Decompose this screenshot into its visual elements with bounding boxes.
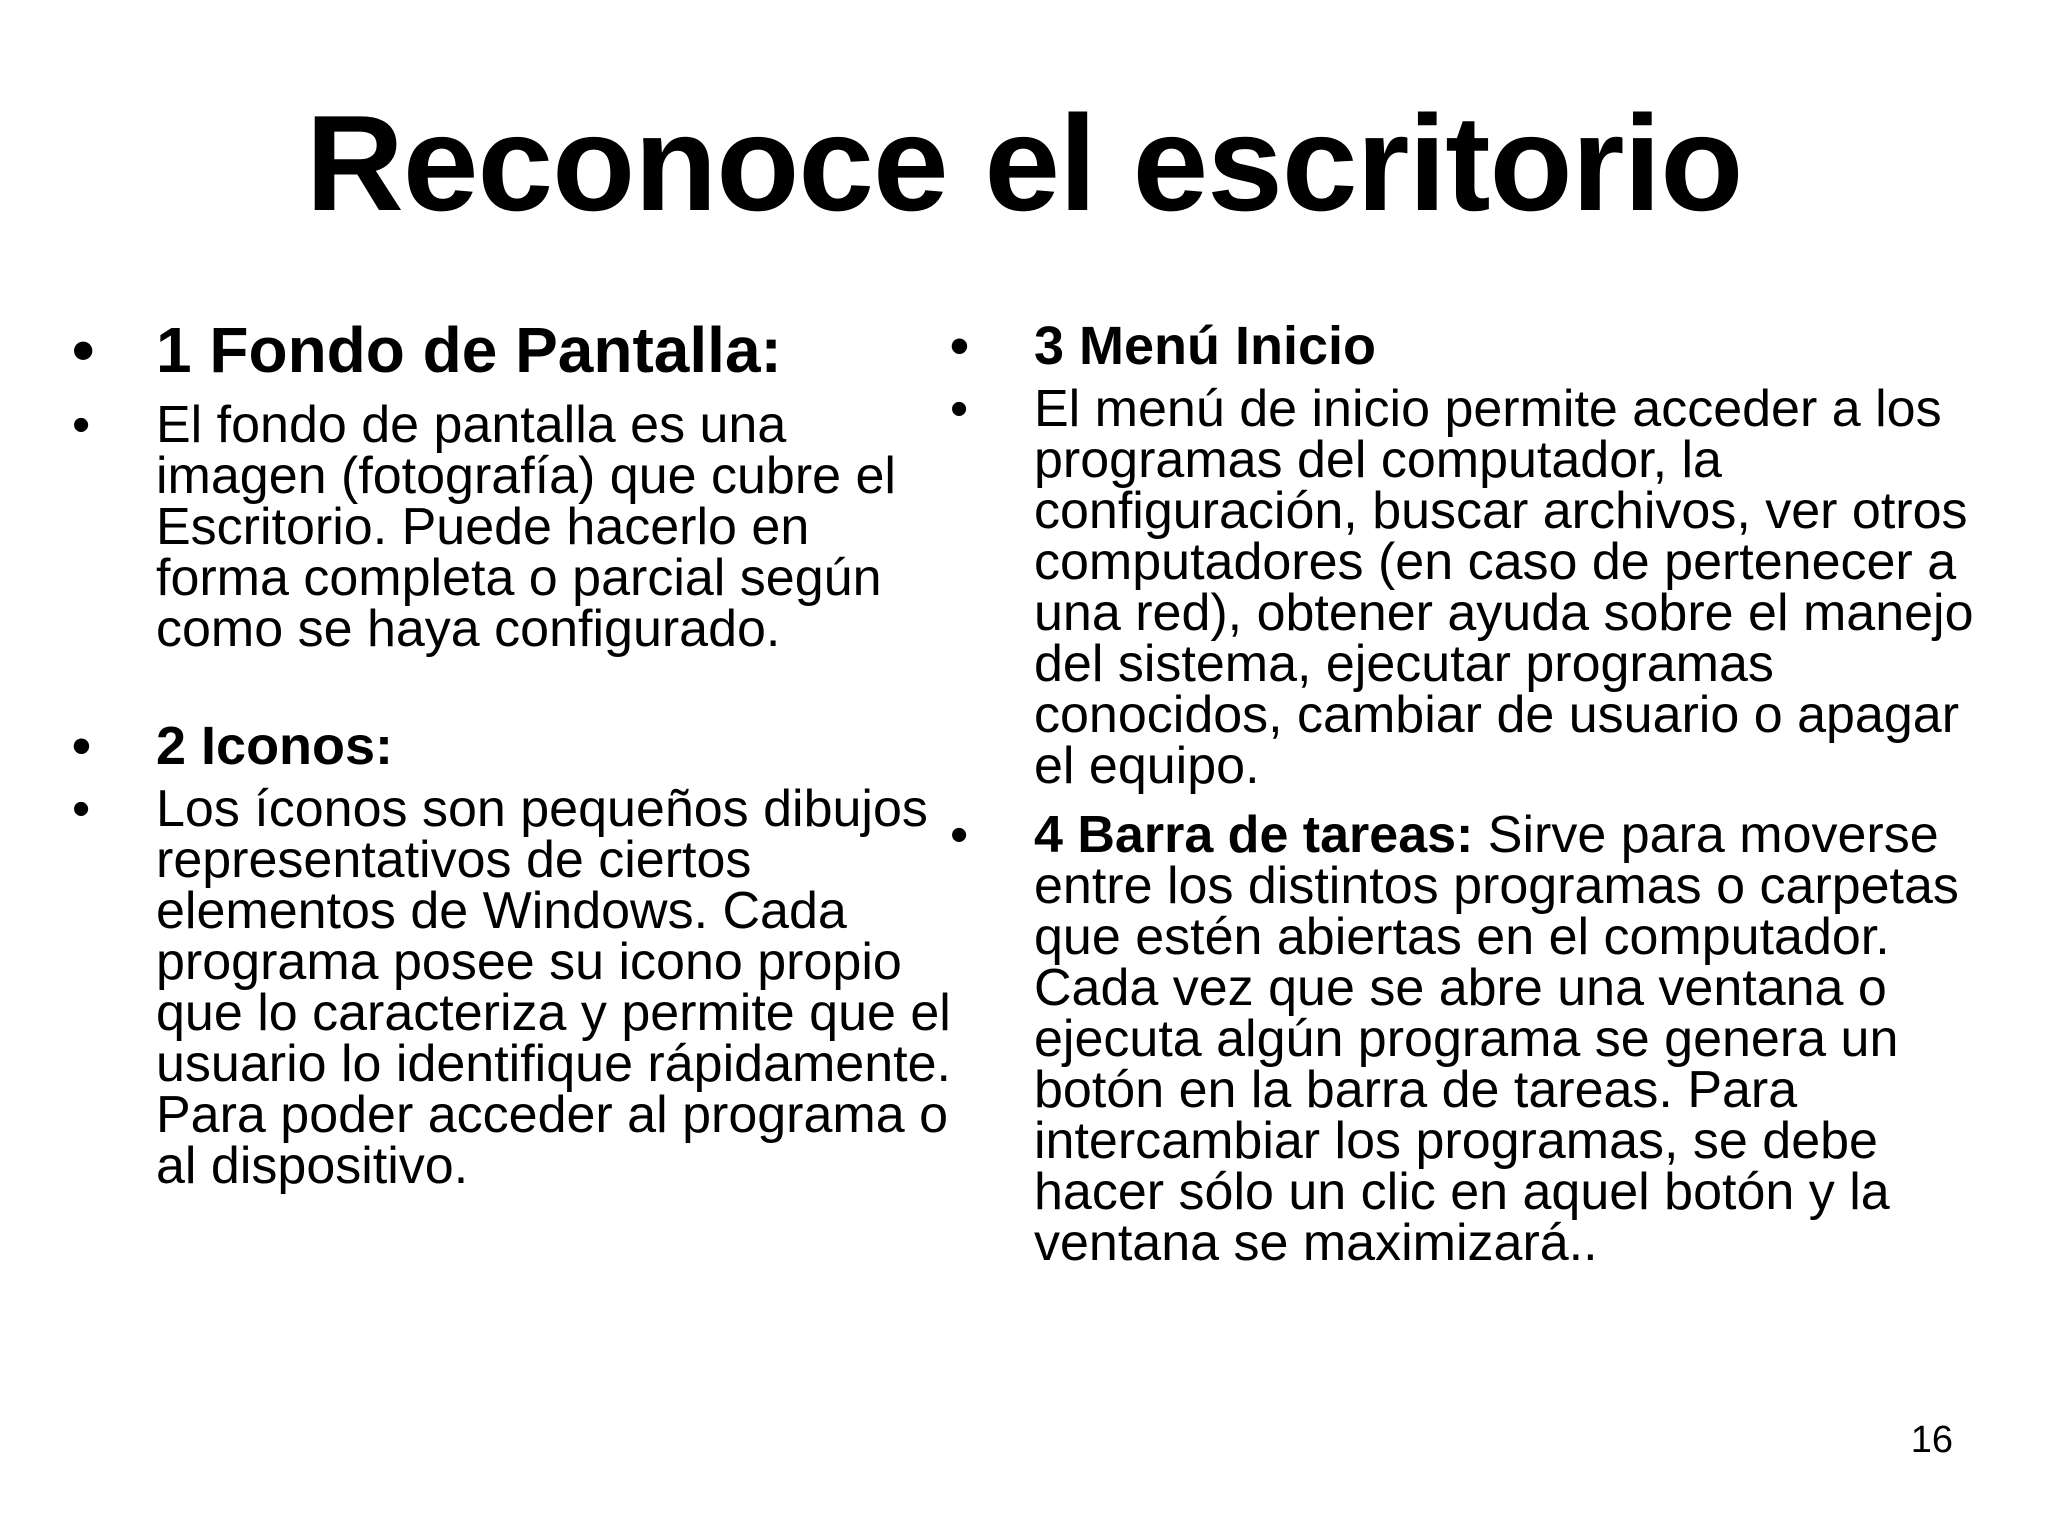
bullet-item-fondo-text xyxy=(72,396,952,658)
page-number: 16 xyxy=(1910,1419,1953,1461)
bullet-icon: • xyxy=(72,716,91,776)
bullet-item-menu-text xyxy=(950,380,2000,795)
bullet-icon: • xyxy=(72,780,91,838)
item-heading: 3 Menú Inicio xyxy=(1034,316,1377,376)
item-text: El menú de inicio permite acceder a los programas del computador, la configuración, buscar archivos, ver otros computadores (en caso de pertenecer a una red), obtener ayuda sobre el manejo del sistema, ejecutar programas conocidos, cambiar de usuario o apagar el equipo. xyxy=(1034,380,1974,795)
bullet-item-iconos-heading xyxy=(72,716,952,776)
bullet-icon: • xyxy=(950,380,969,438)
slide-title: Reconoce el escritorio xyxy=(305,87,1743,239)
bullet-icon: • xyxy=(950,316,969,376)
bullet-item-barra xyxy=(950,806,2000,1272)
item-text: Sirve para moverse entre los distintos programas o carpetas que estén abiertas en el computador. Cada vez que se abre una ventana o ejecuta algún programa se genera un botón en la barra de tareas. Para intercambiar los programas, se debe hacer sólo un clic en aquel botón y la ventana se maximizará.. xyxy=(1034,806,1959,1272)
item-heading: 1 Fondo de Pantalla: xyxy=(156,314,782,386)
bullet-item-fondo-heading xyxy=(72,312,952,388)
bullet-icon: • xyxy=(72,396,91,454)
bullet-item-iconos-text xyxy=(72,780,952,1195)
item-heading: 2 Iconos: xyxy=(156,716,394,776)
item-text: Los íconos son pequeños dibujos representativos de ciertos elementos de Windows. Cada programa posee su icono propio que lo caracteriza y permite que el usuario lo identifique rápidamente. Para poder acceder al programa o al dispositivo. xyxy=(156,780,951,1195)
bullet-icon: • xyxy=(950,806,969,864)
item-heading: 4 Barra de tareas: xyxy=(1034,806,1474,864)
bullet-icon: • xyxy=(72,314,95,386)
bullet-item-menu-heading xyxy=(950,316,2000,376)
item-text: El fondo de pantalla es una imagen (fotografía) que cubre el Escritorio. Puede hacerlo en forma completa o parcial según como se haya configurado. xyxy=(156,396,896,658)
